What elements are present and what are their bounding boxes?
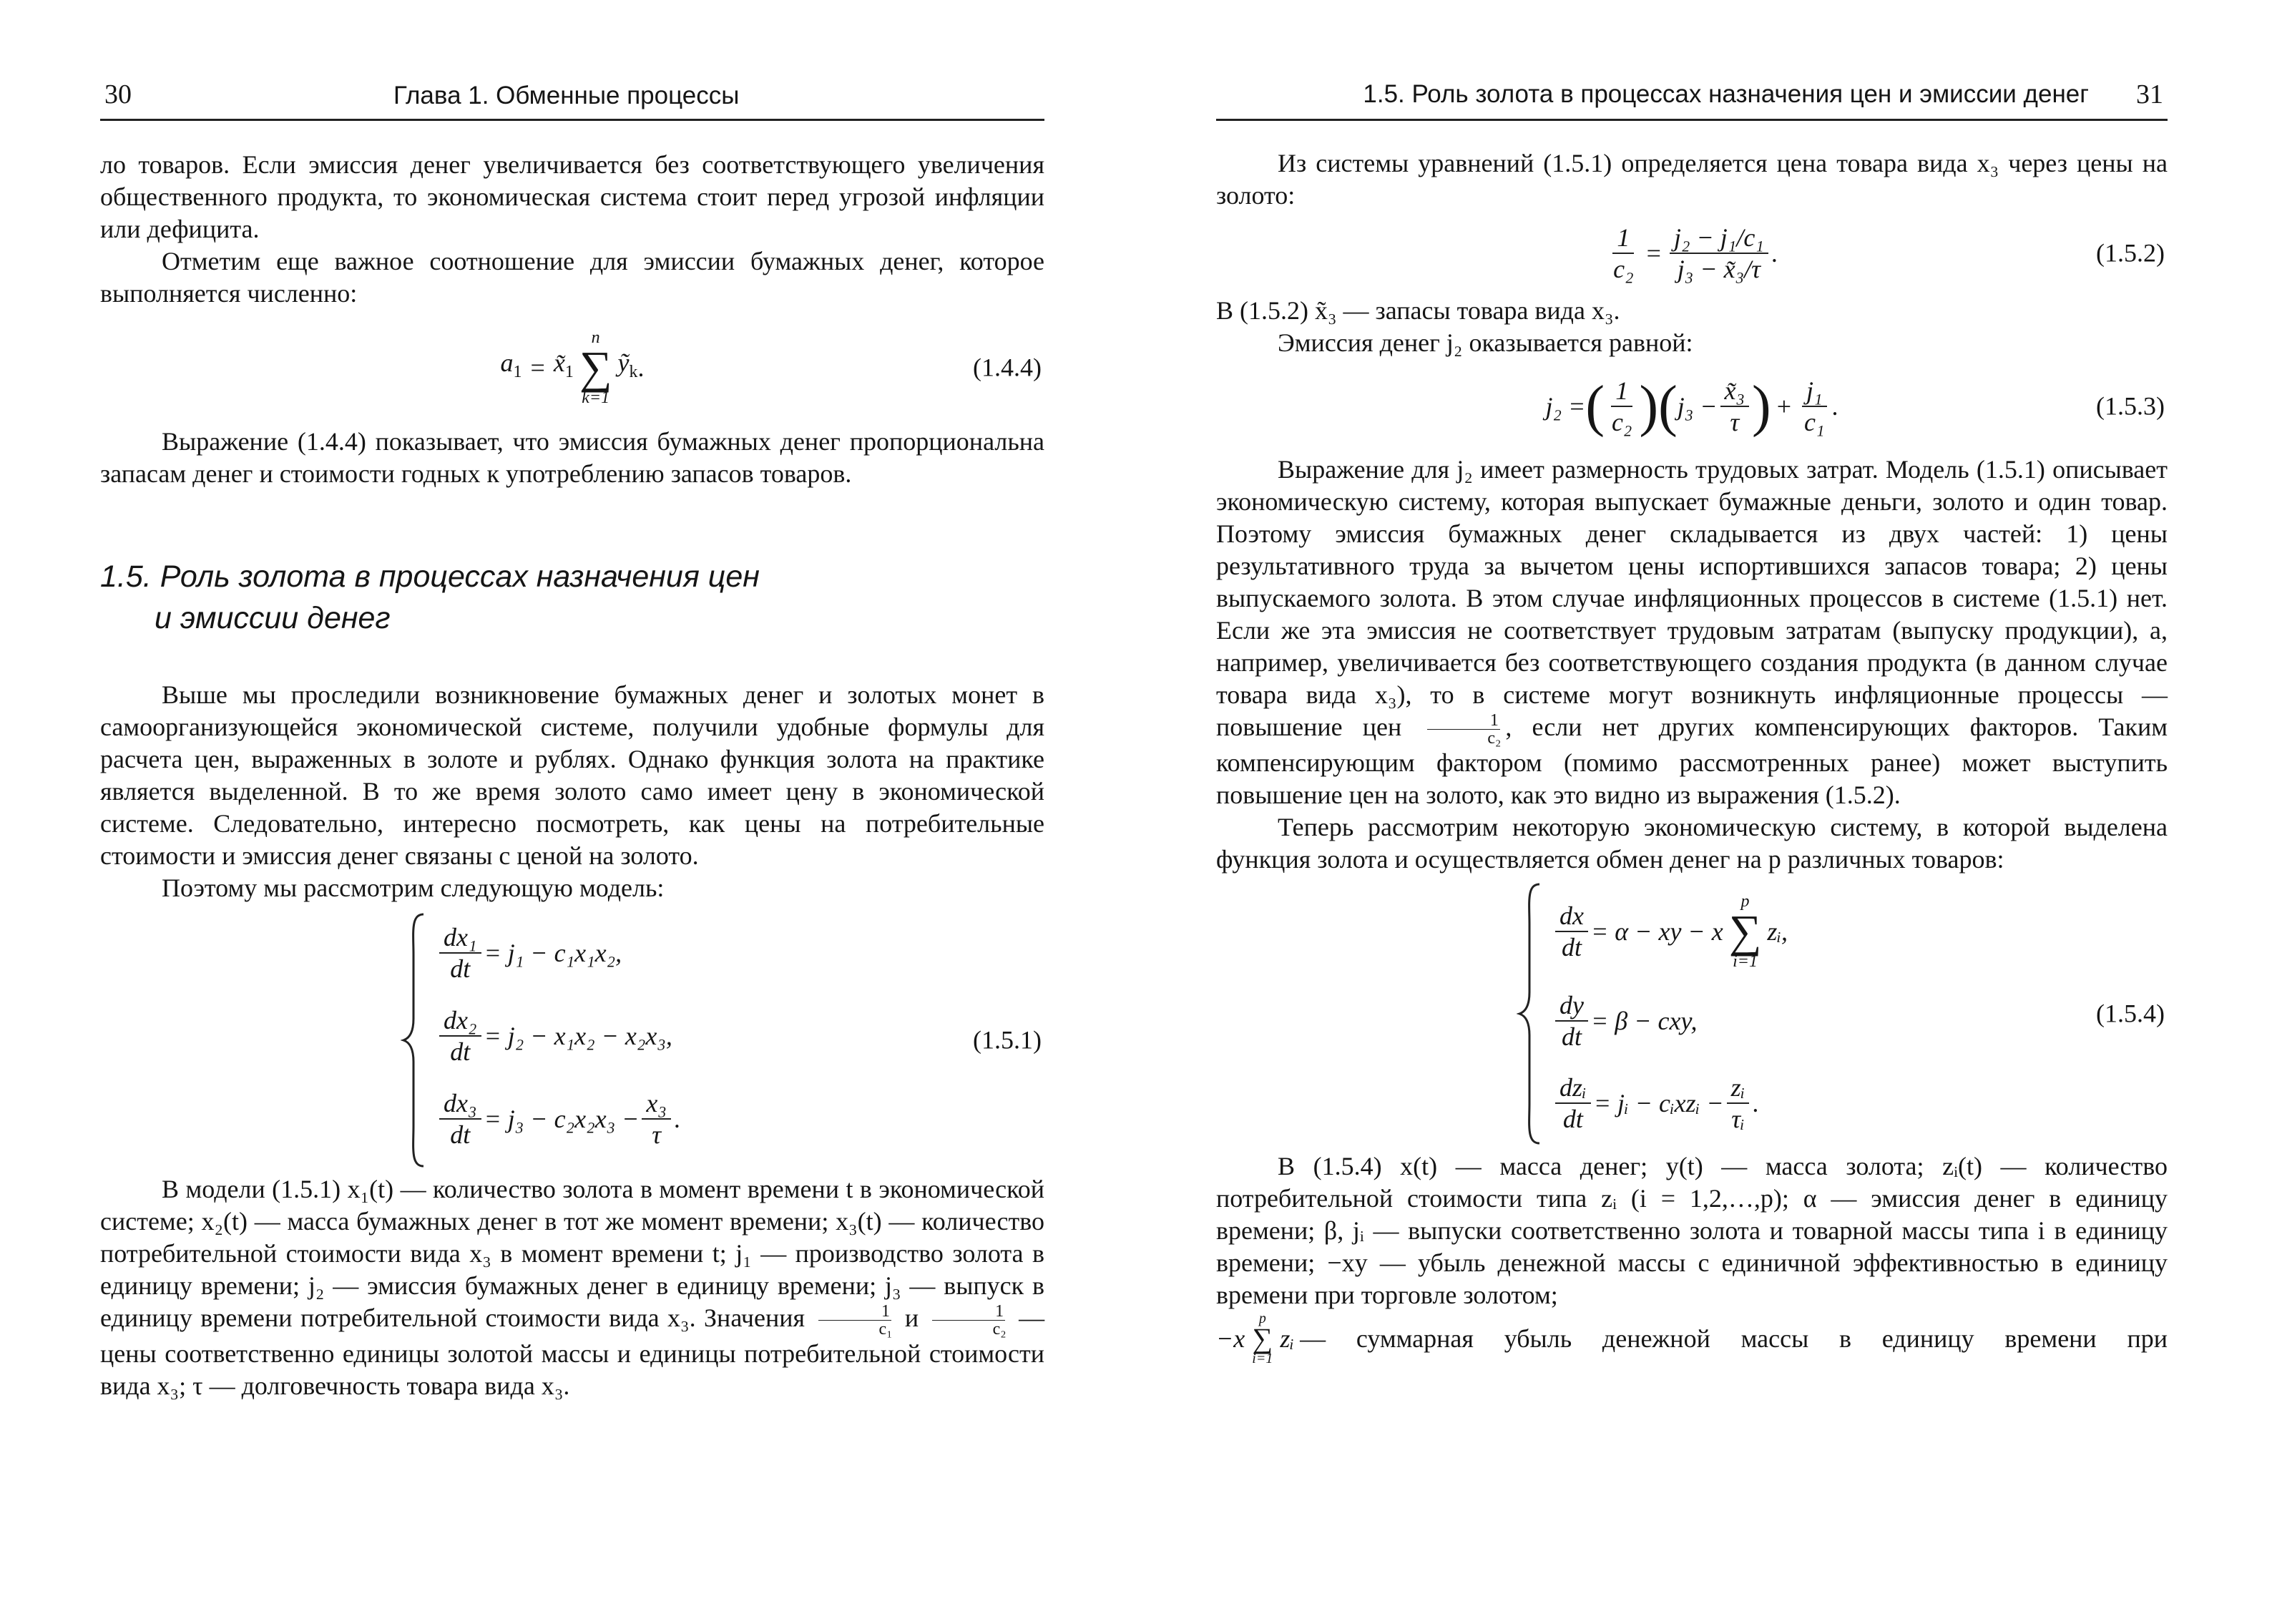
equation-1-5-3: j₂ = ( $\frac{1}{\text{c₂}}$ ) ( j₃ − $\frac{\text{x̃₃}}{\tau}$ ) + $\frac{\text{j₁}}{\text{c₁}}$ . (1.5.3)	[1545, 375, 2165, 438]
equation-1-5-4	[1216, 881, 2168, 1146]
paragraph: В модели (1.5.1) x₁(t) — количество золота в момент времени t в экономической системе; x₂(t) — масса бумажных денег в тот же момент времени; x₃(t) — количество потребительной стоимости вида x₃ в момент времени t; j₁ — производство золота в единицу времени; j₂ — эмиссия бумажных денег в единицу времени; j₃ — выпуск в единицу времени потребительной стоимости вида x₃. Значения $\frac{1}{\text{c₁}}$ и $\frac{1}{\text{c₂}}$ — цены соответственно единицы золотой массы и единицы потребительной стоимости вида x₃; τ — долговечность товара вида x₃.	[100, 1175, 1045, 1401]
paragraph: Отметим еще важное соотношение для эмиссии бумажных денег, которое выполняется численно:	[100, 247, 1044, 308]
paragraph: В (1.5.4) x(t) — масса денег; y(t) — масса золота; zᵢ(t) — количество потребительной стоимости типа zᵢ (i = 1,2,…,p); α — эмиссия денег в единицу времени; β, jᵢ — выпуски соответственно золота и товарной массы типа i в единицу времени; −xy — убыль денежной массы с единичной эффективностью в единицу времени при торговле золотом;	[1216, 1152, 2168, 1310]
eq-lhs: $a_1$	[500, 348, 522, 381]
right-page	[1216, 0, 2168, 1624]
equation-number: (1.5.4)	[2096, 999, 2165, 1028]
paragraph: Выражение (1.4.4) показывает, что эмиссия бумажных денег пропорциональна запасам денег и стоимости годных к употреблению запасов товаров.	[100, 427, 1044, 488]
equation-number: (1.5.3)	[2096, 391, 2165, 421]
running-header	[100, 72, 1044, 121]
paragraph: Теперь рассмотрим некоторую экономическую систему, в которой выделена функция золота и осуществляется обмен денег на p различных товаров:	[1216, 813, 2168, 874]
equation-row: $\frac{dx}{dt}$ = α − xy − x p ∑ i=1 zᵢ,	[1552, 881, 1788, 982]
equation-row: $\frac{\text{dx₃}}{dt}$ = j₃ − c₂x₂x₃ − $\frac{\text{x₃}}{\tau}$ .	[436, 1077, 680, 1160]
left-brace	[1517, 881, 1545, 1146]
equation-number: (1.4.4)	[973, 353, 1042, 382]
left-page	[100, 0, 1044, 1624]
equation-row: $\frac{\text{dx₁}}{dt}$ = j₁ − c₁x₁x₂,	[436, 911, 680, 994]
eq-x-tilde: $x̃_1$	[553, 348, 574, 381]
section-heading: 1.5. Роль золота в процессах назначения цен и эмиссии денег	[100, 559, 760, 635]
page-number: 31	[2136, 79, 2163, 109]
sum-operator: p ∑ i=1	[1728, 892, 1762, 972]
page-body	[100, 149, 1044, 1402]
paragraph: ло товаров. Если эмиссия денег увеличивается без соответствующего увеличения общественного продукта, то экономическая система стоит перед угрозой инфляции или дефицита.	[100, 150, 1044, 243]
paragraph: Эмиссия денег j₂ оказывается равной:	[1278, 328, 1693, 357]
equation-1-4-4: $a_1$ = $x̃_1$ n ∑ k=1 ỹ$_k$ . (1.4.4)	[500, 328, 1042, 407]
sum-operator: p ∑ i=1	[1252, 1311, 1273, 1367]
equation-1-5-1	[100, 911, 1044, 1169]
page-body	[1216, 147, 2168, 1366]
equation-row: $\frac{dy}{dt}$ = β − cxy,	[1552, 982, 1788, 1060]
equation-row: $\frac{\text{dzᵢ}}{dt}$ = jᵢ − cᵢxzᵢ − $\frac{\text{zᵢ}}{\text{τᵢ}}$ .	[1552, 1060, 1788, 1146]
equation-1-5-2: $\frac{1}{\text{c₂}}$ = $\frac{\text{j₂ − j₁/c₁}}{\text{j₃ − x̃₃/τ}}$ . (1.5.2)	[1613, 223, 2165, 283]
chapter-title: Глава 1. Обменные процессы	[393, 82, 740, 109]
eq-term: ỹ$_k$	[617, 348, 638, 381]
paragraph: Из системы уравнений (1.5.1) определяется цена товара вида x₃ через цены на золото:	[1216, 149, 2168, 210]
running-header	[1216, 72, 2168, 121]
equation-number: (1.5.2)	[2096, 238, 2165, 268]
paragraph: Выше мы проследили возникновение бумажных денег и золотых монет в самоорганизующейся экономической системе, получили удобные формулы для расчета цен, выраженных в золоте и рублях. Однако функция золота на практике является выделенной. В то же время золото само имеет цену в экономической системе. Следовательно, интересно посмотреть, как цены на потребительные стоимости и эмиссия денег связаны с ценой на золото.	[100, 680, 1044, 870]
page-number: 30	[104, 79, 132, 109]
sum-operator: n ∑ k=1	[579, 328, 612, 407]
paragraph: Выражение для j₂ имеет размерность трудовых затрат. Модель (1.5.1) описывает экономическую систему, которая выпускает бумажные деньги, золото и один товар. Поэтому эмиссия бумажных денег складывается из двух частей: 1) цены результативного труда за вычетом цены испортившихся запасов товара; 2) цены выпускаемого золота. В этом случае инфляционных процессов в системе (1.5.1) нет. Если же эта эмиссия не соответствует трудовым затратам (выпуску продукции), а, например, увеличивается без соответствующего создания продукта (в данном случае товара вида x₃), то в системе могут возникнуть инфляционные процессы — повышение цен $\frac{1}{\text{c₂}}$ , если нет других компенсирующих факторов. Таким компенсирующим фактором (помимо рассмотренных ранее) может выступить повышение цен на золото, как это видно из выражения (1.5.2).	[1216, 455, 2168, 810]
equation-number: (1.5.1)	[973, 1025, 1042, 1055]
paragraph: −x p ∑ i=1 zᵢ — суммарная убыль денежной массы в единицу времени при	[1216, 1311, 2168, 1367]
paragraph: В (1.5.2) x̃₃ — запасы товара вида x₃.	[1216, 296, 1620, 325]
equation-row: $\frac{\text{dx₂}}{dt}$ = j₂ − x₁x₂ − x₂x₃,	[436, 994, 680, 1077]
left-brace	[401, 911, 429, 1169]
paragraph: Поэтому мы рассмотрим следующую модель:	[162, 874, 665, 902]
section-running-title: 1.5. Роль золота в процессах назначения цен и эмиссии денег	[1363, 80, 2089, 108]
